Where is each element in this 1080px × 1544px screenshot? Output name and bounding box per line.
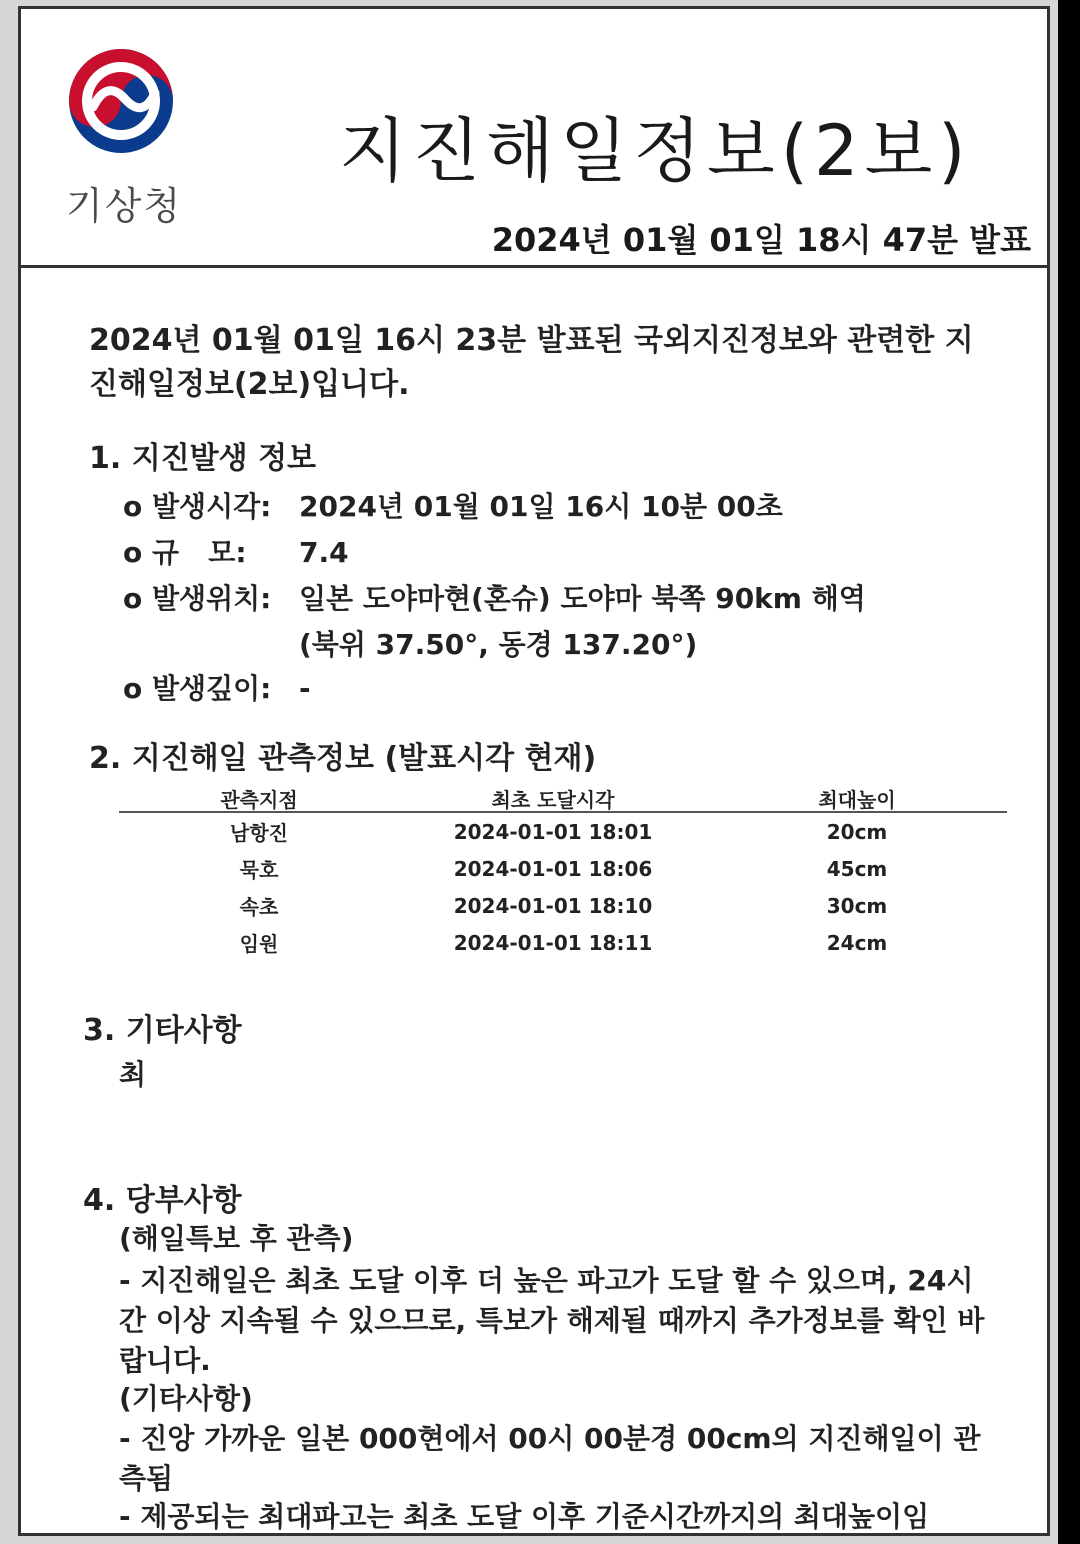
table-cell: 속초 [239,895,279,919]
agency-name: 기상청 [66,184,183,228]
table-cell: 임원 [239,932,279,956]
section3-heading: 3. 기타사항 [83,1013,242,1048]
info-label: o 규 모: [123,536,247,569]
table-cell: 24cm [826,930,888,955]
table-header [119,785,1007,813]
section3-text: 최 [119,1058,147,1091]
issued-time: 2024년 01월 01일 18시 47분 발표 [491,221,1031,259]
table-cell: 2024-01-01 18:10 [453,893,653,918]
column-header: 관측지점 [220,787,298,812]
intro-text: 2024년 01월 01일 16시 23분 발표된 국외지진정보와 관련한 지진해일정보(2보)입니다. [89,323,974,402]
section4-subheading-1: (해일특보 후 관측) [119,1222,354,1255]
table-cell: 2024-01-01 18:01 [453,819,653,844]
observation-table [119,785,1007,961]
table-cell: 20cm [826,819,888,844]
info-label: o 발생시각: [123,490,272,523]
column-header: 최초 도달시각 [491,787,615,812]
column-header: 최대높이 [818,787,896,812]
section4-paragraph-2: - 진앙 가까운 일본 000현에서 00시 00분경 00cm의 지진해일이 관측됨 [119,1422,981,1495]
document-page [18,6,1050,1536]
section4-paragraph-3: - 제공되는 최대파고는 최초 도달 이후 기준시간까지의 최대높이임 [119,1500,930,1533]
section2-heading: 2. 지진해일 관측정보 (발표시각 현재) [89,741,597,776]
table-row [119,850,1007,887]
info-row-coordinates [123,623,697,663]
info-value: 2024년 01월 01일 16시 10분 00초 [299,490,783,523]
info-label: o 발생깊이: [123,672,272,705]
table-row [119,813,1007,850]
info-value: - [299,672,311,705]
section4-heading: 4. 당부사항 [83,1183,242,1218]
section4-subheading-2: (기타사항) [119,1382,253,1415]
info-value: 7.4 [299,536,349,569]
info-row-location [123,577,866,617]
screen-edge [1058,0,1080,1544]
section4-paragraph-1: - 지진해일은 최초 도달 이후 더 높은 파고가 도달 할 수 있으며, 24시간 이상 지속될 수 있으므로, 특보가 해제될 때까지 추가정보를 확인 바랍니다. [119,1264,985,1377]
info-label: o 발생위치: [123,582,272,615]
table-cell: 45cm [826,856,888,881]
info-row-time [123,485,783,525]
table-cell: 2024-01-01 18:11 [453,930,653,955]
table-row [119,887,1007,924]
document-title: 지진해일정보(2보) [339,110,972,192]
info-value: (북위 37.50°, 동경 137.20°) [299,628,698,661]
section1-heading: 1. 지진발생 정보 [89,441,317,476]
document-header [21,9,1047,268]
table-cell: 남항진 [230,821,288,845]
table-cell: 2024-01-01 18:06 [453,856,653,881]
table-row [119,924,1007,961]
info-row-depth [123,667,311,707]
info-row-magnitude [123,531,349,571]
table-cell: 묵호 [239,858,279,882]
info-value: 일본 도야마현(혼슈) 도야마 북쪽 90km 해역 [299,582,866,615]
table-cell: 30cm [826,893,888,918]
